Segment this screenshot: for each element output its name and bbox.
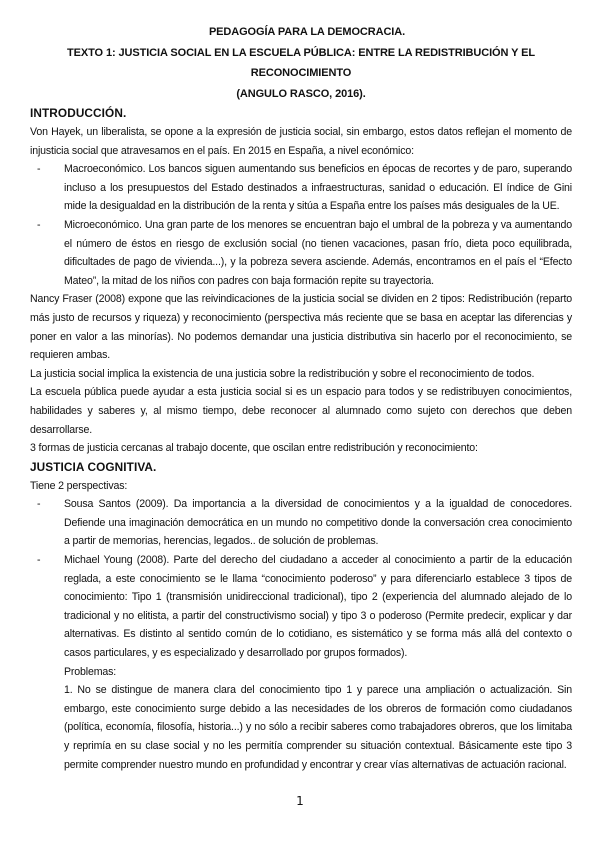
section-heading-justicia-cognitiva: JUSTICIA COGNITIVA. xyxy=(30,459,157,474)
document-header xyxy=(30,22,572,104)
page-number: 1 xyxy=(296,794,304,808)
paragraph: Nancy Fraser (2008) expone que las reivindicaciones de la justicia social se dividen en 2 tipos: Redistribución (reparto más justo de recursos y riqueza) y reconocimiento (perspectiva más reciente que se basa en aceptar las diferencias y poner en valor a las minorías). No podemos demandar una justicia distributiva sin hacerlo por el reconocimiento, se requieren ambas. xyxy=(30,293,572,362)
problem-item: 1. No se distingue de manera clara del conocimiento tipo 1 y parece una ampliación o actualización. Sin embargo, este conocimiento surge debido a las necesidades de los obreros de formación como ciudadanos (política, economía, filosofía, historia...) y no sólo a recibir saberes como trabajadores obreros, que los limitaba y reprimía en su clase social y no les permitía comprender su situación contextual. Básicamente este tipo 3 permite comprender nuestro mundo en profundidad y encontrar y crear vías alternativas de actuación racional. xyxy=(64,684,572,771)
document-title: PEDAGOGÍA PARA LA DEMOCRACIA. xyxy=(208,26,406,38)
list-item: - Michael Young (2008). Parte del derecho del ciudadano a acceder al conocimiento a partir de la educación reglada, a este conocimiento se le llama “conocimiento poderoso” y para diferenciarlo establece 3 tipos de conocimiento: Tipo 1 (transmisión unidireccional tradicional), tipo 2 (experiencia del alumnado alejado de lo tradicional y no elitista, a partir del constructivismo social) y tipo 3 o poderoso (Permite predecir, explicar y dar alternativas. Es distinto al sentido común de lo cotidiano, es sistemático y se forma más allá del contexto o casos particulares, y es especializado y desarrollado por grupos formados). xyxy=(30,551,572,663)
bullet-list xyxy=(30,495,572,662)
list-item: - Macroeconómico. Los bancos siguen aumentando sus beneficios en épocas de recortes y de paro, superando incluso a los presupuestos del Estado destinados a infraestructuras, sanidad o educación. El índice de Gini mide la desigualdad en la distribución de la renta y sitúa a España entre los países más desiguales de la UE. xyxy=(30,160,572,216)
problems-label: Problemas: xyxy=(64,665,117,678)
paragraph: 3 formas de justicia cercanas al trabajo docente, que oscilan entre redistribución y reconocimiento: xyxy=(30,442,478,455)
list-item: - Sousa Santos (2009). Da importancia a la diversidad de conocimientos y a la igualdad de conocedores. Defiende una imaginación democrática en un mundo no competitivo donde la conversación crea conocimiento a partir de memorias, herencias, legados.. de solución de problemas. xyxy=(30,495,572,551)
paragraph: Von Hayek, un liberalista, se opone a la expresión de justicia social, sin embargo, estos datos reflejan el momento de injusticia social que atravesamos en el país. En 2015 en España, a nivel económico: xyxy=(30,126,572,157)
section-heading-introduccion: INTRODUCCIÓN. xyxy=(30,106,127,120)
list-item: - Microeconómico. Una gran parte de los menores se encuentran bajo el umbral de la pobreza y va aumentando el número de éstos en riesgo de exclusión social (no tienen vacaciones, pasan frío, dieta poco equilibrada, dificultades de pago de vivienda...), y la pobreza severa asciende. Además, encontramos en el país el “Efecto Mateo”, la mitad de los niños con padres con baja formación repite su trayectoria. xyxy=(30,216,572,290)
document-subtitle-citation: (ANGULO RASCO, 2016). xyxy=(236,87,366,100)
paragraph: Tiene 2 perspectivas: xyxy=(30,479,128,492)
paragraph: La justicia social implica la existencia de una justicia sobre la redistribución y sobre el reconocimiento de todos. xyxy=(30,367,535,380)
bullet-list xyxy=(30,160,572,290)
document-subtitle: TEXTO 1: JUSTICIA SOCIAL EN LA ESCUELA PÚBLICA: ENTRE LA REDISTRIBUCIÓN Y EL RECONOCIMIENTO xyxy=(67,46,535,79)
paragraph: La escuela pública puede ayudar a esta justicia social si es un espacio para todos y se redistribuyen conocimientos, habilidades y saberes y, al mismo tiempo, debe reconocer al alumnado como sujeto con derechos que deben desarrollarse. xyxy=(30,386,572,436)
